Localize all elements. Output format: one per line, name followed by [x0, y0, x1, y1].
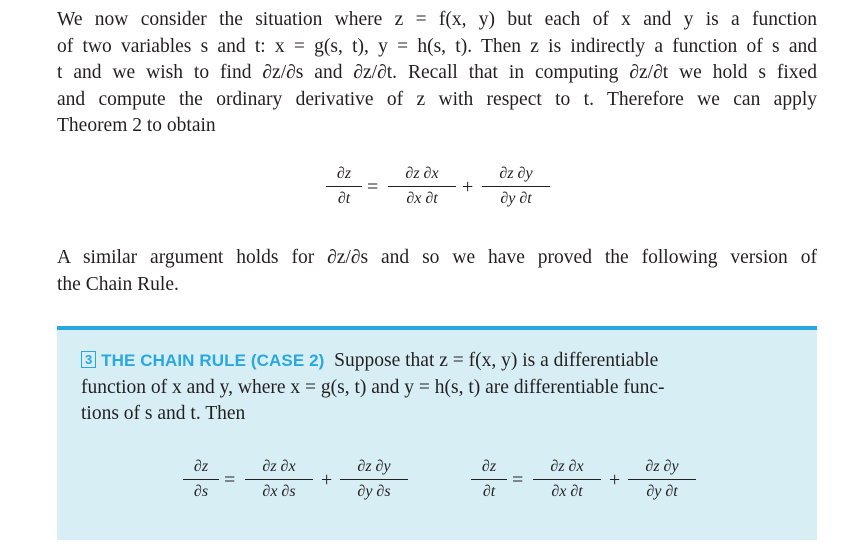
intro-line: We now consider the situation where z = f(x, y) but each of x and y is a function: [57, 9, 817, 30]
plus-sign: +: [321, 469, 333, 491]
theorem-title: THE CHAIN RULE (CASE 2): [101, 351, 325, 370]
middle-paragraph: [57, 245, 817, 298]
equals-sign: =: [367, 176, 379, 198]
theorem-line: Suppose that z = f(x, y) is a differentiable: [334, 350, 659, 371]
theorem-text: [81, 348, 793, 428]
intro-line: Theorem 2 to obtain: [57, 115, 216, 137]
fraction-term1: ∂z ∂x ∂x ∂s: [243, 455, 315, 504]
middle-line: the Chain Rule.: [57, 273, 179, 295]
fraction-lhs: ∂z ∂t: [324, 162, 364, 211]
intro-line: and compute the ordinary derivative of z with respect to t. Therefore we can apply: [57, 88, 817, 110]
plus-sign: +: [609, 469, 621, 491]
fraction-term2: ∂z ∂y ∂y ∂t: [626, 455, 698, 504]
plus-sign: +: [462, 176, 474, 198]
fraction-term1: ∂z ∂x ∂x ∂t: [386, 162, 458, 211]
middle-line: A similar argument holds for ∂z/∂s and so we have proved the following version of: [57, 247, 817, 268]
equals-sign: =: [224, 469, 236, 491]
theorem-box: [57, 326, 817, 540]
theorem-line: tions of s and t. Then: [81, 403, 246, 425]
theorem-number: 3: [81, 351, 96, 368]
fraction-term2: ∂z ∂y ∂y ∂t: [480, 162, 552, 211]
equals-sign: =: [512, 469, 524, 491]
fraction-lhs: ∂z ∂t: [469, 455, 509, 504]
intro-line: t and we wish to find ∂z/∂s and ∂z/∂t. Recall that in computing ∂z/∂t we hold s fixed: [57, 62, 817, 84]
fraction-lhs: ∂z ∂s: [181, 455, 221, 504]
intro-line: of two variables s and t: x = g(s, t), y = h(s, t). Then z is indirectly a function of s and: [57, 35, 817, 57]
intro-paragraph: [57, 7, 817, 140]
theorem-line: function of x and y, where x = g(s, t) and y = h(s, t) are differentiable func-: [81, 376, 665, 398]
fraction-term2: ∂z ∂y ∂y ∂s: [338, 455, 410, 504]
fraction-term1: ∂z ∂x ∂x ∂t: [531, 455, 603, 504]
